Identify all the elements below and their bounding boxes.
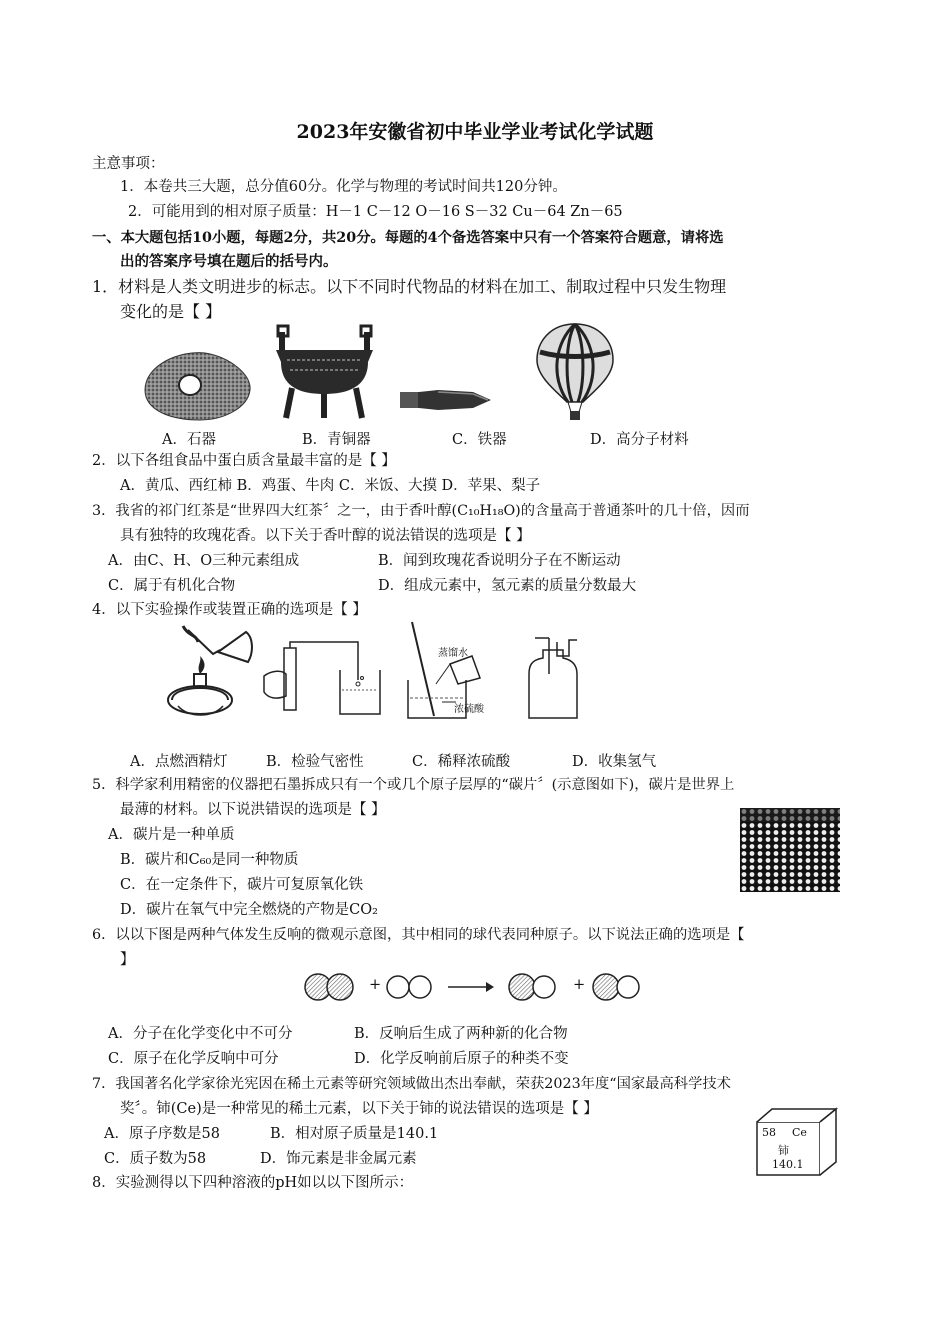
q6-stem-line1: 6．以以下图是两种气体发生反响的微观示意图，其中相同的球代表同种原子。以下说法正确的选项是【 [92, 927, 745, 943]
q2-stem: 2．以下各组食品中蛋白质含量最丰富的是【 】 [92, 453, 396, 469]
q1-option-b: B．青铜器 [302, 432, 371, 448]
bronze-vessel-image [272, 322, 377, 422]
q5-stem-line2: 最薄的材料。以下说洪错误的选项是【 】 [120, 802, 386, 818]
q7-option-d: D．饰元素是非金属元素 [260, 1151, 417, 1167]
q3-option-b: B．闻到玫瑰花香说明分子在不断运动 [378, 553, 621, 569]
reaction-diagram [300, 970, 660, 1004]
iron-tool-image [398, 382, 493, 416]
section-1-heading-line1: 一、本大题包括10小题，每题2分，共20分。每题的4个备选答案中只有一个答案符合题意，请将选 [92, 230, 724, 246]
reaction-plus-2: + [573, 977, 586, 993]
element-mass: 140.1 [772, 1158, 804, 1171]
element-name: 铈 [778, 1144, 789, 1157]
element-card [756, 1108, 838, 1176]
q6-option-c: C．原子在化学反响中可分 [108, 1051, 279, 1067]
q2-options: A．黄瓜、西红柿 B．鸡蛋、牛肉 C．米饭、大摸 D．苹果、梨子 [120, 478, 541, 494]
q7-option-a: A．原子序数是58 [104, 1126, 220, 1142]
gas-collection-bottle-image [525, 636, 581, 722]
q7-stem-line1: 7．我国著名化学家徐光宪因在稀土元素等研究领域做出杰出奉献，荣获2023年度“国家最高科学技术 [92, 1076, 731, 1092]
notes-heading: 主意事项： [92, 156, 165, 172]
alcohol-lamp-image [158, 622, 258, 722]
element-symbol: Ce [792, 1126, 807, 1139]
q3-option-d: D．组成元素中，氢元素的质量分数最大 [378, 578, 637, 594]
reaction-plus-1: + [369, 977, 382, 993]
q3-stem-line2: 具有独特的玫瑰花香。以下关于香叶醇的说法错误的选项是【 】 [120, 528, 531, 544]
q4-option-a: A．点燃酒精灯 [130, 754, 228, 770]
q3-stem-line1: 3．我省的祁门红茶是“世界四大红茶〞之一，由于香叶醇(C₁₀H₁₈O)的含量高于普通茶叶的几十倍，因而 [92, 503, 750, 519]
q5-option-d: D．碳片在氧气中完全燃烧的产物是CO₂ [120, 902, 378, 918]
q5-stem-line1: 5．科学家利用精密的仪器把石墨拆成只有一个或几个原子层厚的“碳片〞(示意图如下)，碳片是世界上 [92, 777, 735, 793]
q4-option-b: B．检验气密性 [266, 754, 364, 770]
label-conc-acid: 浓硫酸 [454, 704, 484, 715]
q1-stem-line1: 1．材料是人类文明进步的标志。以下不同时代物品的材料在加工、制取过程中只发生物理 [92, 277, 727, 296]
notes-item-1: 1．本卷共三大题，总分值60分。化学与物理的考试时间共120分钟。 [120, 179, 567, 195]
element-number: 58 [762, 1126, 776, 1139]
q1-stem-line2: 变化的是【 】 [120, 302, 222, 321]
q3-option-c: C．属于有机化合物 [108, 578, 236, 594]
q8-stem: 8．实验测得以下四种溶液的pH如以以下图所示： [92, 1175, 414, 1191]
q4-option-d: D．收集氢气 [572, 754, 657, 770]
hot-air-balloon-image [535, 322, 615, 422]
q6-stem-line2: 】 [120, 952, 135, 968]
section-1-heading-line2: 出的答案序号填在题后的括号内。 [120, 253, 338, 270]
stone-tool-image [140, 345, 255, 425]
q7-stem-line2: 奖〞。铈(Ce)是一种常见的稀土元素，以下关于铈的说法错误的选项是【 】 [120, 1101, 598, 1117]
q6-option-d: D．化学反响前后原子的种类不变 [354, 1051, 569, 1067]
airtightness-test-image [262, 640, 382, 722]
q1-option-a: A．石器 [162, 432, 216, 448]
q1-option-d: D．高分子材料 [590, 432, 689, 448]
q6-option-b: B．反响后生成了两种新的化合物 [354, 1026, 568, 1042]
q4-stem: 4．以下实验操作或装置正确的选项是【 】 [92, 602, 367, 618]
q5-option-b: B．碳片和C₆₀是同一种物质 [120, 852, 299, 868]
q7-option-c: C．质子数为58 [104, 1151, 207, 1167]
q5-option-a: A．碳片是一种单质 [108, 827, 235, 843]
q1-option-c: C．铁器 [452, 432, 507, 448]
notes-item-2: 2．可能用到的相对原子质量：H－1 C－12 O－16 S－32 Cu－64 Zn－65 [128, 204, 623, 220]
q4-option-c: C．稀释浓硫酸 [412, 754, 511, 770]
page-title: 2023年安徽省初中毕业学业考试化学试题 [296, 121, 654, 143]
q6-option-a: A．分子在化学变化中不可分 [108, 1026, 293, 1042]
label-distilled-water: 蒸馏水 [438, 648, 468, 659]
q5-option-c: C．在一定条件下，碳片可复原氧化铁 [120, 877, 364, 893]
q3-option-a: A．由C、H、O三种元素组成 [108, 553, 300, 569]
q7-option-b: B．相对原子质量是140.1 [270, 1126, 439, 1142]
graphene-image [740, 808, 840, 892]
